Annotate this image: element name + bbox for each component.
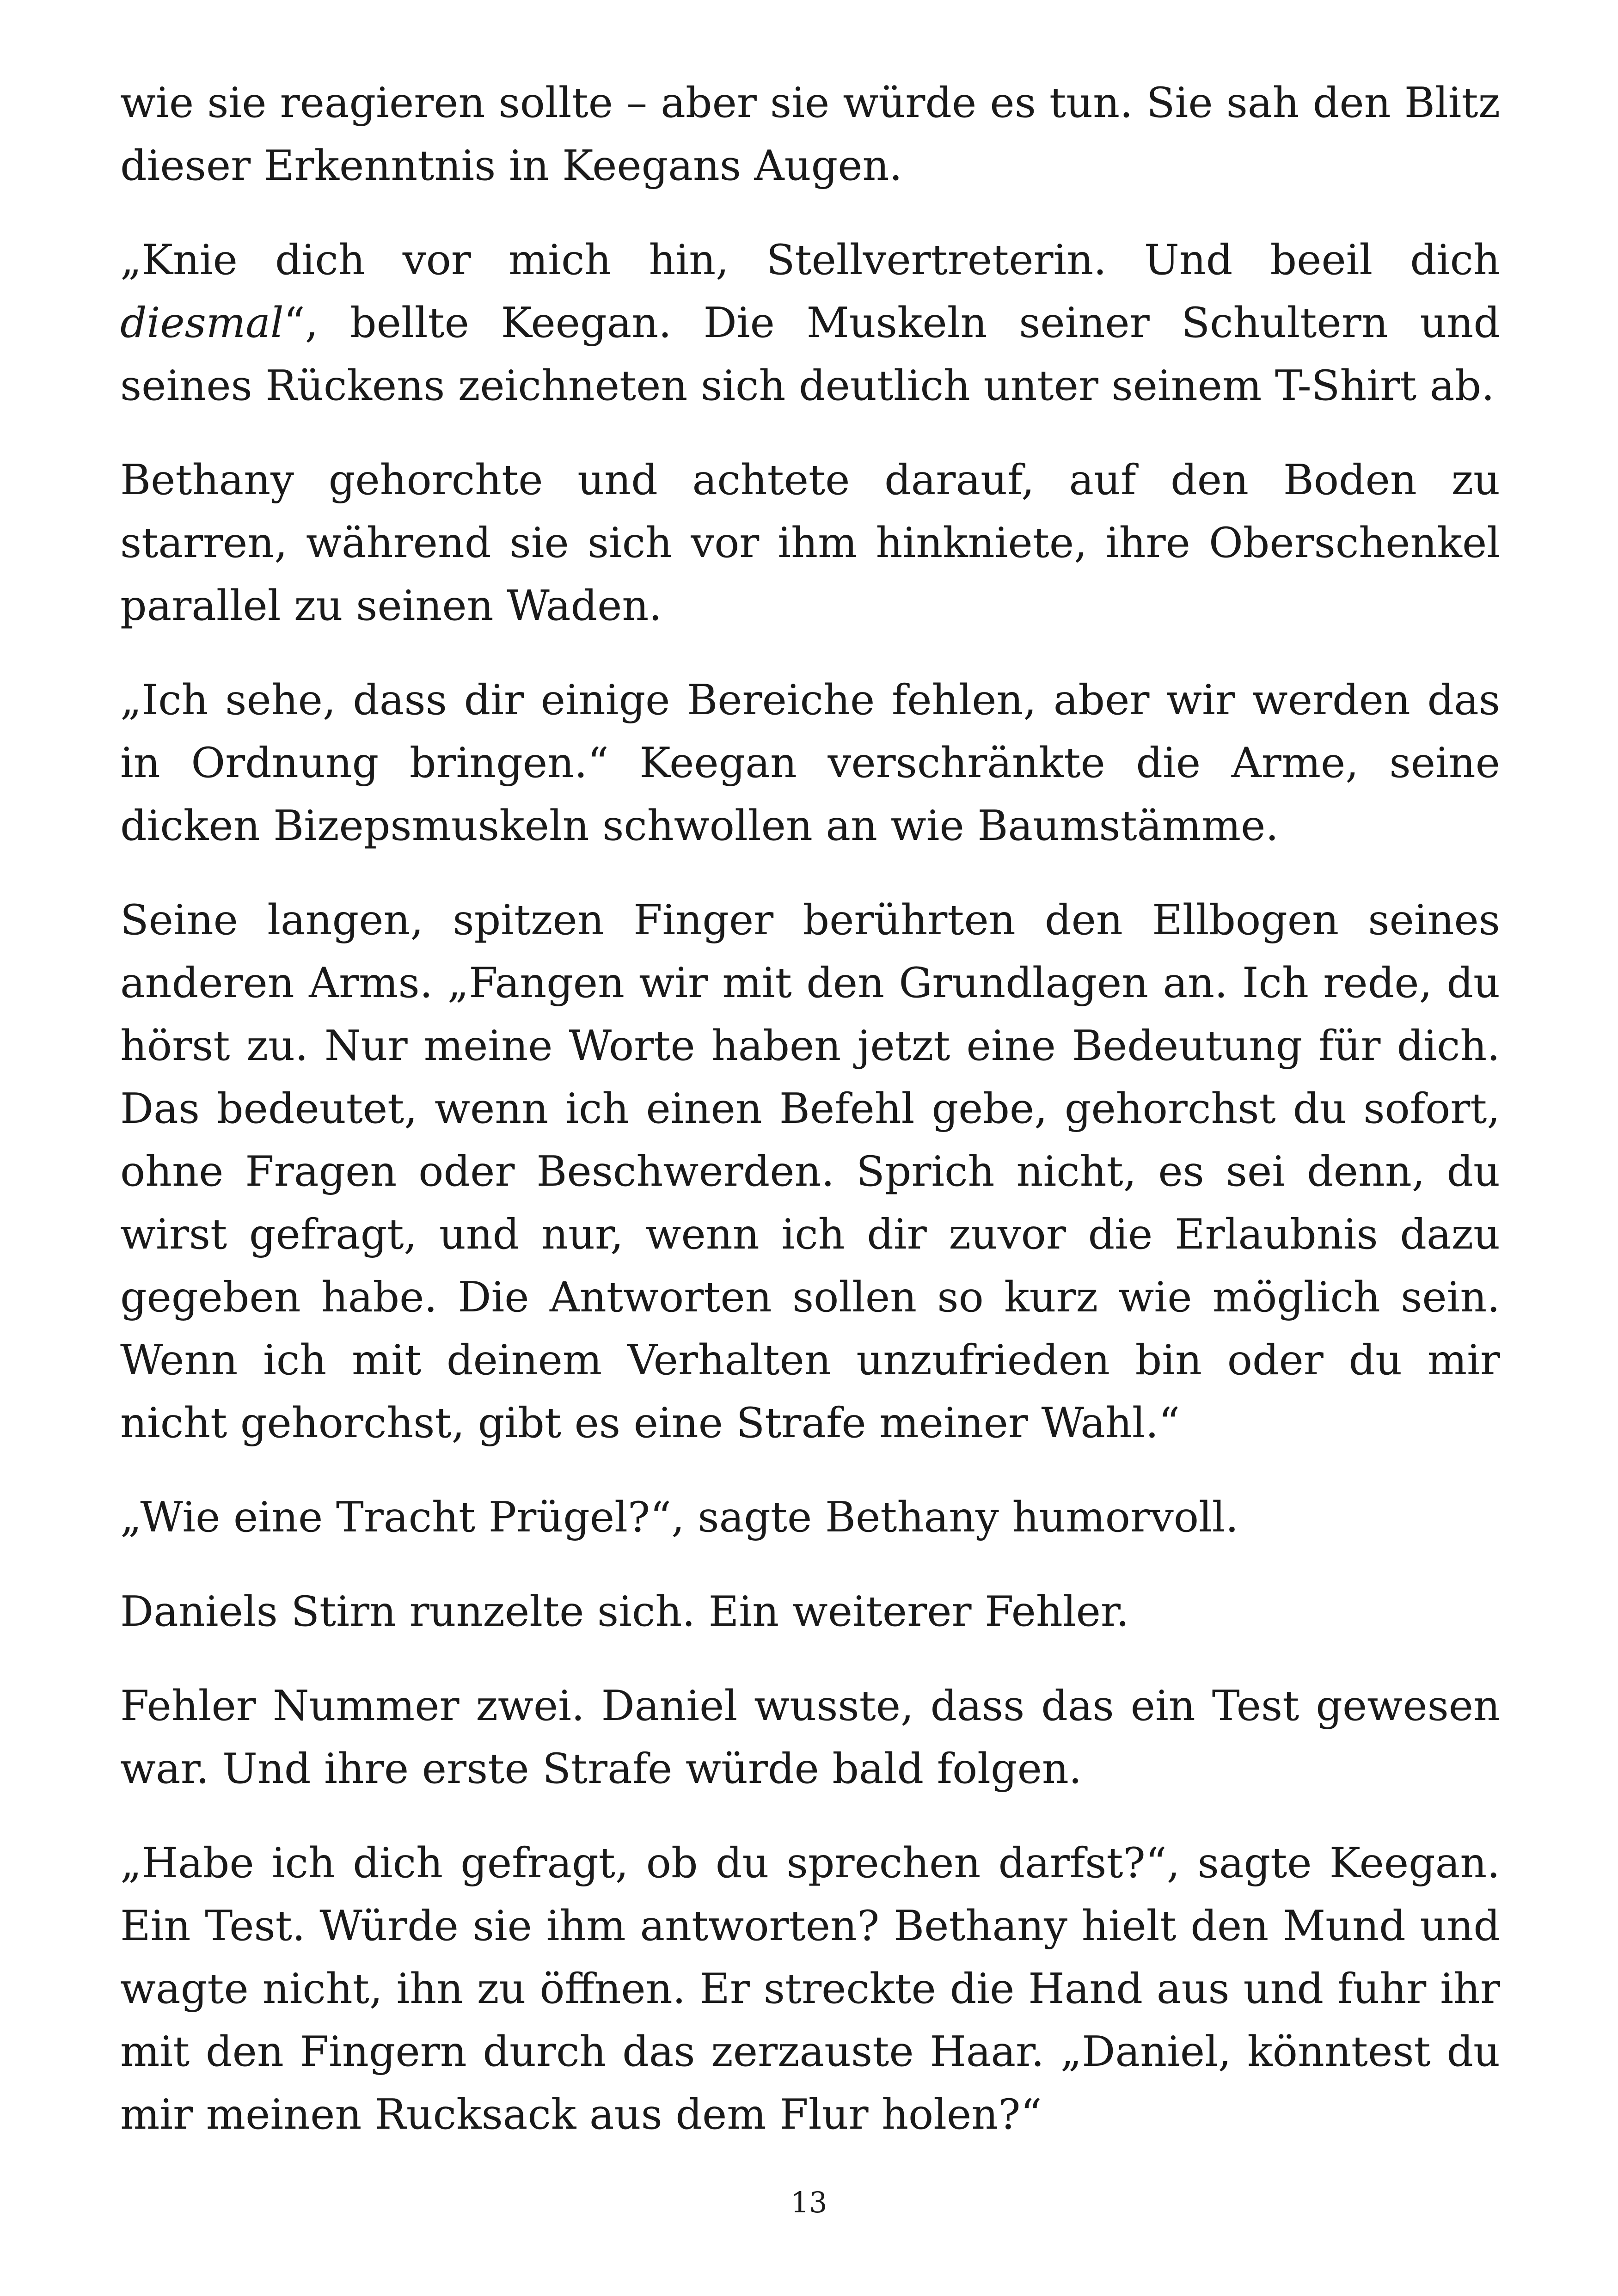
paragraph-1-text: wie sie reagieren sollte – aber sie würde es tun. Sie sah den Blitz dieser Erkenntnis in Keegans Augen. (120, 79, 1500, 190)
paragraph-1 (120, 72, 1500, 197)
page-body (120, 72, 1500, 2146)
paragraph-8-text: Fehler Nummer zwei. Daniel wusste, dass das ein Test gewesen war. Und ihre erste Strafe würde bald folgen. (120, 1682, 1500, 1793)
paragraph-5 (120, 889, 1500, 1455)
paragraph-2 (120, 229, 1500, 417)
paragraph-3 (120, 449, 1500, 637)
paragraph-5-text: Seine langen, spitzen Finger berührten den Ellbogen seines anderen Arms. „Fangen wir mit den Grundlagen an. Ich rede, du hörst zu. Nur meine Worte haben jetzt eine Bedeutung für dich. Das bedeutet, wenn ich einen Befehl gebe, gehorchst du sofort, ohne Fragen oder Beschwerden. Sprich nicht, es sei denn, du wirst gefragt, und nur, wenn ich dir zuvor die Erlaubnis dazu gegeben habe. Die Antworten sollen so kurz wie möglich sein. Wenn ich mit deinem Verhalten unzufrieden bin oder du mir nicht gehorchst, gibt es eine Strafe meiner Wahl.“ (120, 896, 1500, 1447)
page-number: 13 (791, 2186, 827, 2219)
paragraph-6-text: „Wie eine Tracht Prügel?“, sagte Bethany humorvoll. (120, 1493, 1239, 1542)
paragraph-4 (120, 669, 1500, 857)
paragraph-3-text: Bethany gehorchte und achtete darauf, auf den Boden zu starren, während sie sich vor ihm hinkniete, ihre Oberschenkel parallel zu seinen Waden. (120, 456, 1500, 630)
paragraph-9 (120, 1832, 1500, 2146)
paragraph-8 (120, 1675, 1500, 1800)
paragraph-6 (120, 1486, 1500, 1549)
paragraph-4-text: „Ich sehe, dass dir einige Bereiche fehlen, aber wir werden das in Ordnung bringen.“ Keegan verschränkte die Arme, seine dicken Bizepsmuskeln schwollen an wie Baumstämme. (120, 676, 1500, 850)
paragraph-2-text-b: “, bellte Keegan. Die Muskeln seiner Schultern und seines Rückens zeichneten sich deutlich unter seinem T-Shirt ab. (120, 299, 1500, 410)
paragraph-7-text: Daniels Stirn runzelte sich. Ein weiterer Fehler. (120, 1587, 1129, 1636)
paragraph-2-text-a: „Knie dich vor mich hin, Stellvertreterin. Und beeil dich (120, 236, 1500, 284)
paragraph-2-emphasis: diesmal (120, 299, 284, 347)
paragraph-7 (120, 1580, 1500, 1643)
paragraph-9-text: „Habe ich dich gefragt, ob du sprechen darfst?“, sagte Keegan. Ein Test. Würde sie ihm antworten? Bethany hielt den Mund und wagte nicht, ihn zu öffnen. Er streckte die Hand aus und fuhr ihr mit den Fingern durch das zerzauste Haar. „Daniel, könntest du mir meinen Rucksack aus dem Flur holen?“ (120, 1839, 1500, 2139)
